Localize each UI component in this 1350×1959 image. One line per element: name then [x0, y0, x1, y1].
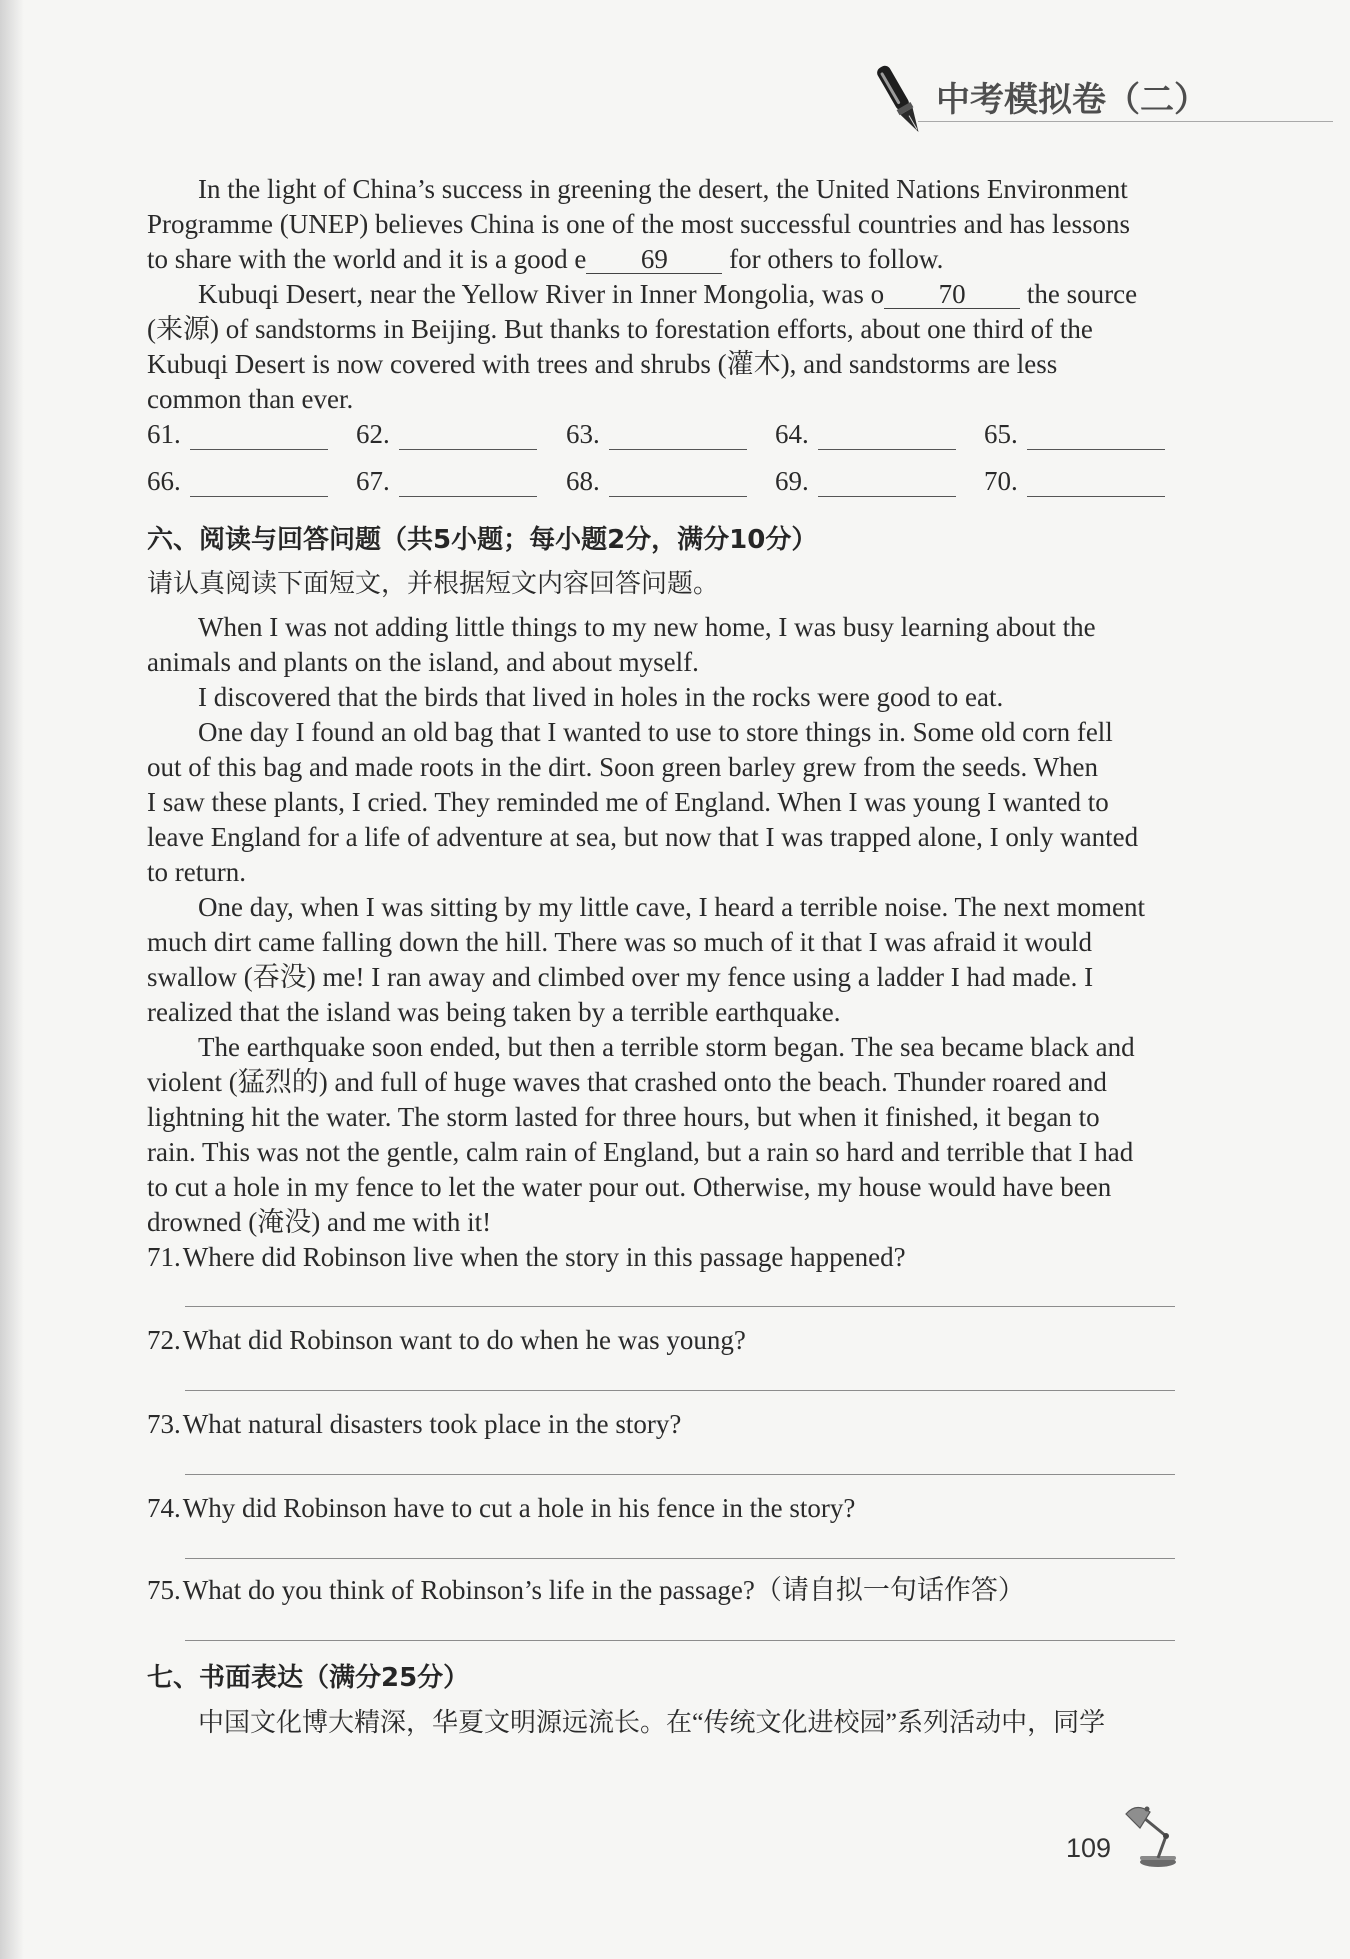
- passage-line: rain. This was not the gentle, calm rain of England, but a rain so hard and terrible that I had: [147, 1137, 1134, 1167]
- question-number: 72.: [147, 1325, 181, 1355]
- answer-number: 62.: [356, 419, 390, 449]
- passage-line: (来源) of sandstorms in Beijing. But thanks to forestation efforts, about one third of the: [147, 314, 1093, 344]
- answer-item: [356, 464, 390, 499]
- passage-line: When I was not adding little things to my new home, I was busy learning about the: [198, 612, 1096, 642]
- answer-item: [566, 464, 600, 499]
- section-heading-6: 六、阅读与回答问题（共5小题；每小题2分，满分10分）: [147, 525, 818, 555]
- inline-blank-70: 70: [884, 280, 1020, 309]
- section-instruction: 请认真阅读下面短文，并根据短文内容回答问题。: [147, 569, 720, 598]
- question-text: Why did Robinson have to cut a hole in his fence in the story?: [182, 1493, 856, 1523]
- question-text: What did Robinson want to do when he was young?: [182, 1325, 746, 1355]
- line-text: to share with the world and it is a good e: [147, 244, 587, 274]
- question-text: What natural disasters took place in the story?: [182, 1409, 682, 1439]
- header-rule: [918, 121, 1333, 122]
- question-number: 73.: [147, 1409, 181, 1439]
- inline-blank-69: 69: [586, 245, 722, 274]
- answer-number: 65.: [984, 419, 1018, 449]
- writing-prompt-line: 中国文化博大精深，华夏文明源远流长。在“传统文化进校园”系列活动中，同学: [198, 1708, 1106, 1737]
- passage-line: to cut a hole in my fence to let the water pour out. Otherwise, my house would have been: [147, 1172, 1112, 1202]
- page-title: 中考模拟卷（二）: [936, 80, 1208, 120]
- cloze-passage: [147, 172, 1137, 417]
- answer-number: 63.: [566, 419, 600, 449]
- passage-line: out of this bag and made roots in the dirt. Soon green barley grew from the seeds. When: [147, 752, 1099, 782]
- passage-line: much dirt came falling down the hill. There was so much of it that I was afraid it would: [147, 927, 1093, 957]
- answer-blank: [1027, 496, 1165, 497]
- answer-number: 66.: [147, 466, 181, 496]
- passage-line: I discovered that the birds that lived in holes in the rocks were good to eat.: [198, 682, 1004, 712]
- page-number: 109: [1066, 1833, 1112, 1863]
- section-heading-7: 七、书面表达（满分25分）: [147, 1663, 470, 1693]
- answer-line: [185, 1558, 1175, 1559]
- answer-item: [984, 417, 1018, 452]
- line-text: Kubuqi Desert, near the Yellow River in Inner Mongolia, was o: [198, 279, 885, 309]
- passage-line: realized that the island was being taken by a terrible earthquake.: [147, 997, 841, 1027]
- passage-line: to return.: [147, 857, 246, 887]
- answer-blank: [190, 449, 328, 450]
- passage-line: violent (猛烈的) and full of huge waves that crashed onto the beach. Thunder roared and: [147, 1067, 1107, 1097]
- answer-blank: [609, 496, 747, 497]
- answer-number: 64.: [775, 419, 809, 449]
- answer-line: [185, 1640, 1175, 1641]
- answer-blank: [190, 496, 328, 497]
- passage-line: One day, when I was sitting by my little cave, I heard a terrible noise. The next moment: [198, 892, 1145, 922]
- question-number: 71.: [147, 1242, 181, 1272]
- passage-line: swallow (吞没) me! I ran away and climbed over my fence using a ladder I had made. I: [147, 962, 1094, 992]
- answer-item: [984, 464, 1018, 499]
- question-text: What do you think of Robinson’s life in the passage?（请自拟一句话作答）: [182, 1575, 1025, 1605]
- answer-blank: [399, 449, 537, 450]
- page-edge-shadow: [0, 0, 24, 1959]
- question-74: [147, 1491, 855, 1526]
- passage-line: One day I found an old bag that I wanted to use to store things in. Some old corn fell: [198, 717, 1113, 747]
- answer-line: [185, 1474, 1175, 1475]
- passage-line: animals and plants on the island, and about myself.: [147, 647, 699, 677]
- answer-blank: [818, 449, 956, 450]
- answer-item: [566, 417, 600, 452]
- line-text: for others to follow.: [722, 244, 944, 274]
- answer-item: [147, 464, 181, 499]
- passage-line: [147, 277, 1137, 312]
- question-75: [147, 1573, 1025, 1608]
- answer-blank: [609, 449, 747, 450]
- answer-number: 68.: [566, 466, 600, 496]
- answer-number: 61.: [147, 419, 181, 449]
- question-72: [147, 1323, 746, 1358]
- passage-line: In the light of China’s success in greening the desert, the United Nations Environment: [198, 174, 1128, 204]
- question-number: 74.: [147, 1493, 181, 1523]
- answer-blank: [1027, 449, 1165, 450]
- passage-line: lightning hit the water. The storm lasted for three hours, but when it finished, it began to: [147, 1102, 1100, 1132]
- answer-item: [775, 417, 809, 452]
- desk-lamp-icon: [1120, 1800, 1178, 1868]
- passage-line: drowned (淹没) and me with it!: [147, 1207, 492, 1237]
- answer-item: [147, 417, 181, 452]
- answer-row: [0, 417, 1350, 452]
- passage-line: common than ever.: [147, 384, 354, 414]
- passage-line: The earthquake soon ended, but then a terrible storm began. The sea became black and: [198, 1032, 1135, 1062]
- answer-number: 67.: [356, 466, 390, 496]
- passage-line: I saw these plants, I cried. They reminded me of England. When I was young I wanted to: [147, 787, 1109, 817]
- pen-icon: [874, 60, 926, 140]
- answer-item: [775, 464, 809, 499]
- question-71: [147, 1240, 906, 1275]
- answer-blank: [399, 496, 537, 497]
- answer-number: 70.: [984, 466, 1018, 496]
- question-text: Where did Robinson live when the story in this passage happened?: [182, 1242, 906, 1272]
- passage-line: [147, 242, 1137, 277]
- answer-line: [185, 1390, 1175, 1391]
- passage-line: Kubuqi Desert is now covered with trees and shrubs (灌木), and sandstorms are less: [147, 349, 1058, 379]
- passage-line: leave England for a life of adventure at sea, but now that I was trapped alone, I only wanted: [147, 822, 1139, 852]
- answer-row: [0, 464, 1350, 499]
- passage-line: Programme (UNEP) believes China is one of the most successful countries and has lessons: [147, 209, 1131, 239]
- reading-passage: [147, 610, 1145, 1240]
- question-73: [147, 1407, 681, 1442]
- answer-item: [356, 417, 390, 452]
- answer-blank: [818, 496, 956, 497]
- line-text: the source: [1020, 279, 1138, 309]
- question-number: 75.: [147, 1575, 181, 1605]
- answer-number: 69.: [775, 466, 809, 496]
- answer-line: [185, 1306, 1175, 1307]
